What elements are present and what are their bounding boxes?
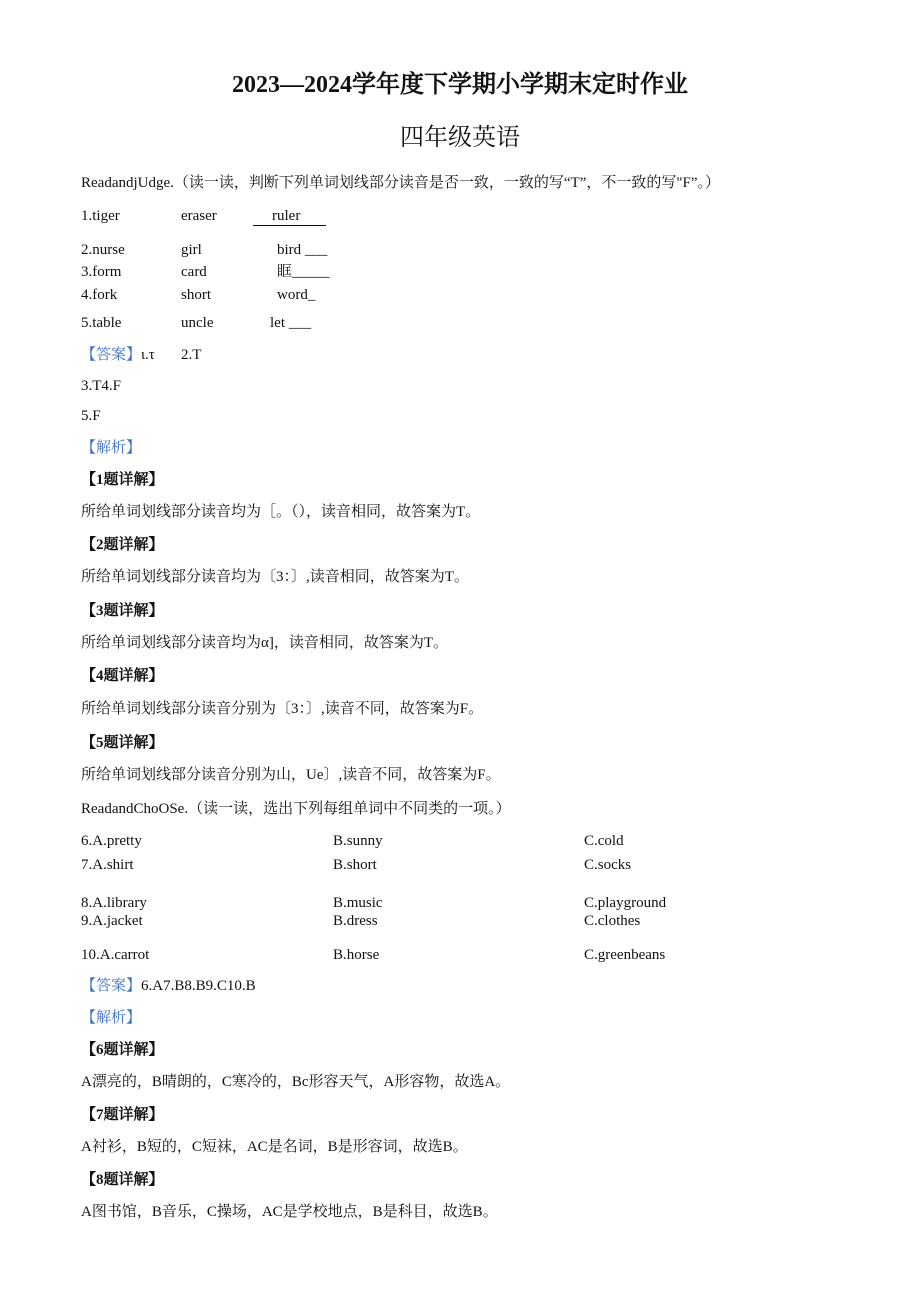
page-subtitle: 四年级英语 bbox=[400, 125, 520, 151]
part1-row-1-word2: eraser bbox=[181, 208, 217, 224]
choice-option-b: B.horse bbox=[333, 947, 380, 963]
choice-option-c: C.clothes bbox=[584, 913, 641, 929]
detail-text: A漂亮的，B晴朗的，C寒冷的，Bc形容天气，A形容物，故选A。 bbox=[81, 1074, 511, 1090]
detail-heading: 【1题详解】 bbox=[81, 472, 164, 488]
detail-heading: 【4题详解】 bbox=[81, 668, 164, 684]
choice-option-b: B.sunny bbox=[333, 833, 383, 849]
part2-analysis-label: 【解析】 bbox=[81, 1010, 142, 1026]
choice-option-a: 8.A.library bbox=[81, 895, 147, 911]
part1-row-5-word3: let ___ bbox=[270, 315, 312, 331]
answer-text: 6.A7.B8.B9.C10.B bbox=[141, 978, 256, 994]
detail-heading: 【7题详解】 bbox=[81, 1107, 164, 1123]
part1-answer-line1 bbox=[81, 345, 155, 365]
detail-heading: 【3题详解】 bbox=[81, 603, 164, 619]
part1-answer-line1b: 2.T bbox=[181, 347, 202, 363]
detail-heading: 【6题详解】 bbox=[81, 1042, 164, 1058]
part1-row-3-word3: 眶_____ bbox=[277, 264, 330, 280]
part1-row-2-word2: girl bbox=[181, 242, 202, 258]
detail-heading: 【5题详解】 bbox=[81, 735, 164, 751]
choice-option-a: 10.A.carrot bbox=[81, 947, 150, 963]
part1-row-3-word1: 3.form bbox=[81, 264, 122, 280]
part1-row-2-word1: 2.nurse bbox=[81, 242, 125, 258]
part1-analysis-label: 【解析】 bbox=[81, 440, 142, 456]
detail-text: 所给单词划线部分读音均为〔3：〕,读音相同，故答案为T。 bbox=[81, 569, 469, 585]
detail-text: A图书馆，B音乐，C操场，AC是学校地点，B是科目，故选B。 bbox=[81, 1204, 498, 1220]
choice-option-a: 9.A.jacket bbox=[81, 913, 143, 929]
choice-option-c: C.greenbeans bbox=[584, 947, 666, 963]
part1-row-4-word3: word_ bbox=[277, 287, 316, 303]
part2-instruction: ReadandChoOSe.（读一读，选出下列每组单词中不同类的一项。） bbox=[81, 801, 511, 817]
detail-text: 所给单词划线部分读音均为［。（），读音相同，故答案为T。 bbox=[81, 504, 481, 520]
choice-option-c: C.playground bbox=[584, 895, 667, 911]
choice-option-c: C.cold bbox=[584, 833, 624, 849]
detail-text: 所给单词划线部分读音均为α]，读音相同，故答案为T。 bbox=[81, 635, 449, 651]
detail-text: 所给单词划线部分读音分别为山，Ue〕,读音不同，故答案为F。 bbox=[81, 767, 501, 783]
choice-option-c: C.socks bbox=[584, 857, 632, 873]
detail-heading: 【2题详解】 bbox=[81, 537, 164, 553]
part1-row-5-word1: 5.table bbox=[81, 315, 122, 331]
answer-label: 【答案】 bbox=[81, 978, 142, 994]
choice-option-a: 6.A.pretty bbox=[81, 833, 142, 849]
part1-row-2-word3: bird ___ bbox=[277, 242, 328, 258]
part1-instruction: ReadandjUdge.（读一读，判断下列单词划线部分读音是否一致，一致的写“T”，不一致的写"F”。） bbox=[81, 175, 720, 191]
part1-row-5-word2: uncle bbox=[181, 315, 214, 331]
detail-text: A衬衫，B短的，C短袜，AC是名词，B是形容词，故选B。 bbox=[81, 1139, 468, 1155]
part1-answer-line2: 3.T4.F bbox=[81, 378, 122, 394]
part1-row-1-word3 bbox=[253, 206, 326, 226]
part1-row-1-word1: 1.tiger bbox=[81, 208, 120, 224]
detail-heading: 【8题详解】 bbox=[81, 1172, 164, 1188]
choice-option-b: B.music bbox=[333, 895, 383, 911]
part1-row-4-word2: short bbox=[181, 287, 211, 303]
part1-answer-line3: 5.F bbox=[81, 408, 101, 424]
answer-text: ι.τ bbox=[141, 347, 155, 363]
part2-answer bbox=[81, 976, 256, 996]
choice-option-a: 7.A.shirt bbox=[81, 857, 134, 873]
choice-option-b: B.dress bbox=[333, 913, 378, 929]
part1-row-3-word2: card bbox=[181, 264, 207, 280]
detail-text: 所给单词划线部分读音分别为〔3：〕,读音不同，故答案为F。 bbox=[81, 701, 484, 717]
answer-blank: ruler bbox=[253, 208, 326, 226]
choice-option-b: B.short bbox=[333, 857, 377, 873]
answer-label: 【答案】 bbox=[81, 347, 142, 363]
part1-row-4-word1: 4.fork bbox=[81, 287, 118, 303]
page-title: 2023—2024学年度下学期小学期末定时作业 bbox=[232, 72, 688, 98]
